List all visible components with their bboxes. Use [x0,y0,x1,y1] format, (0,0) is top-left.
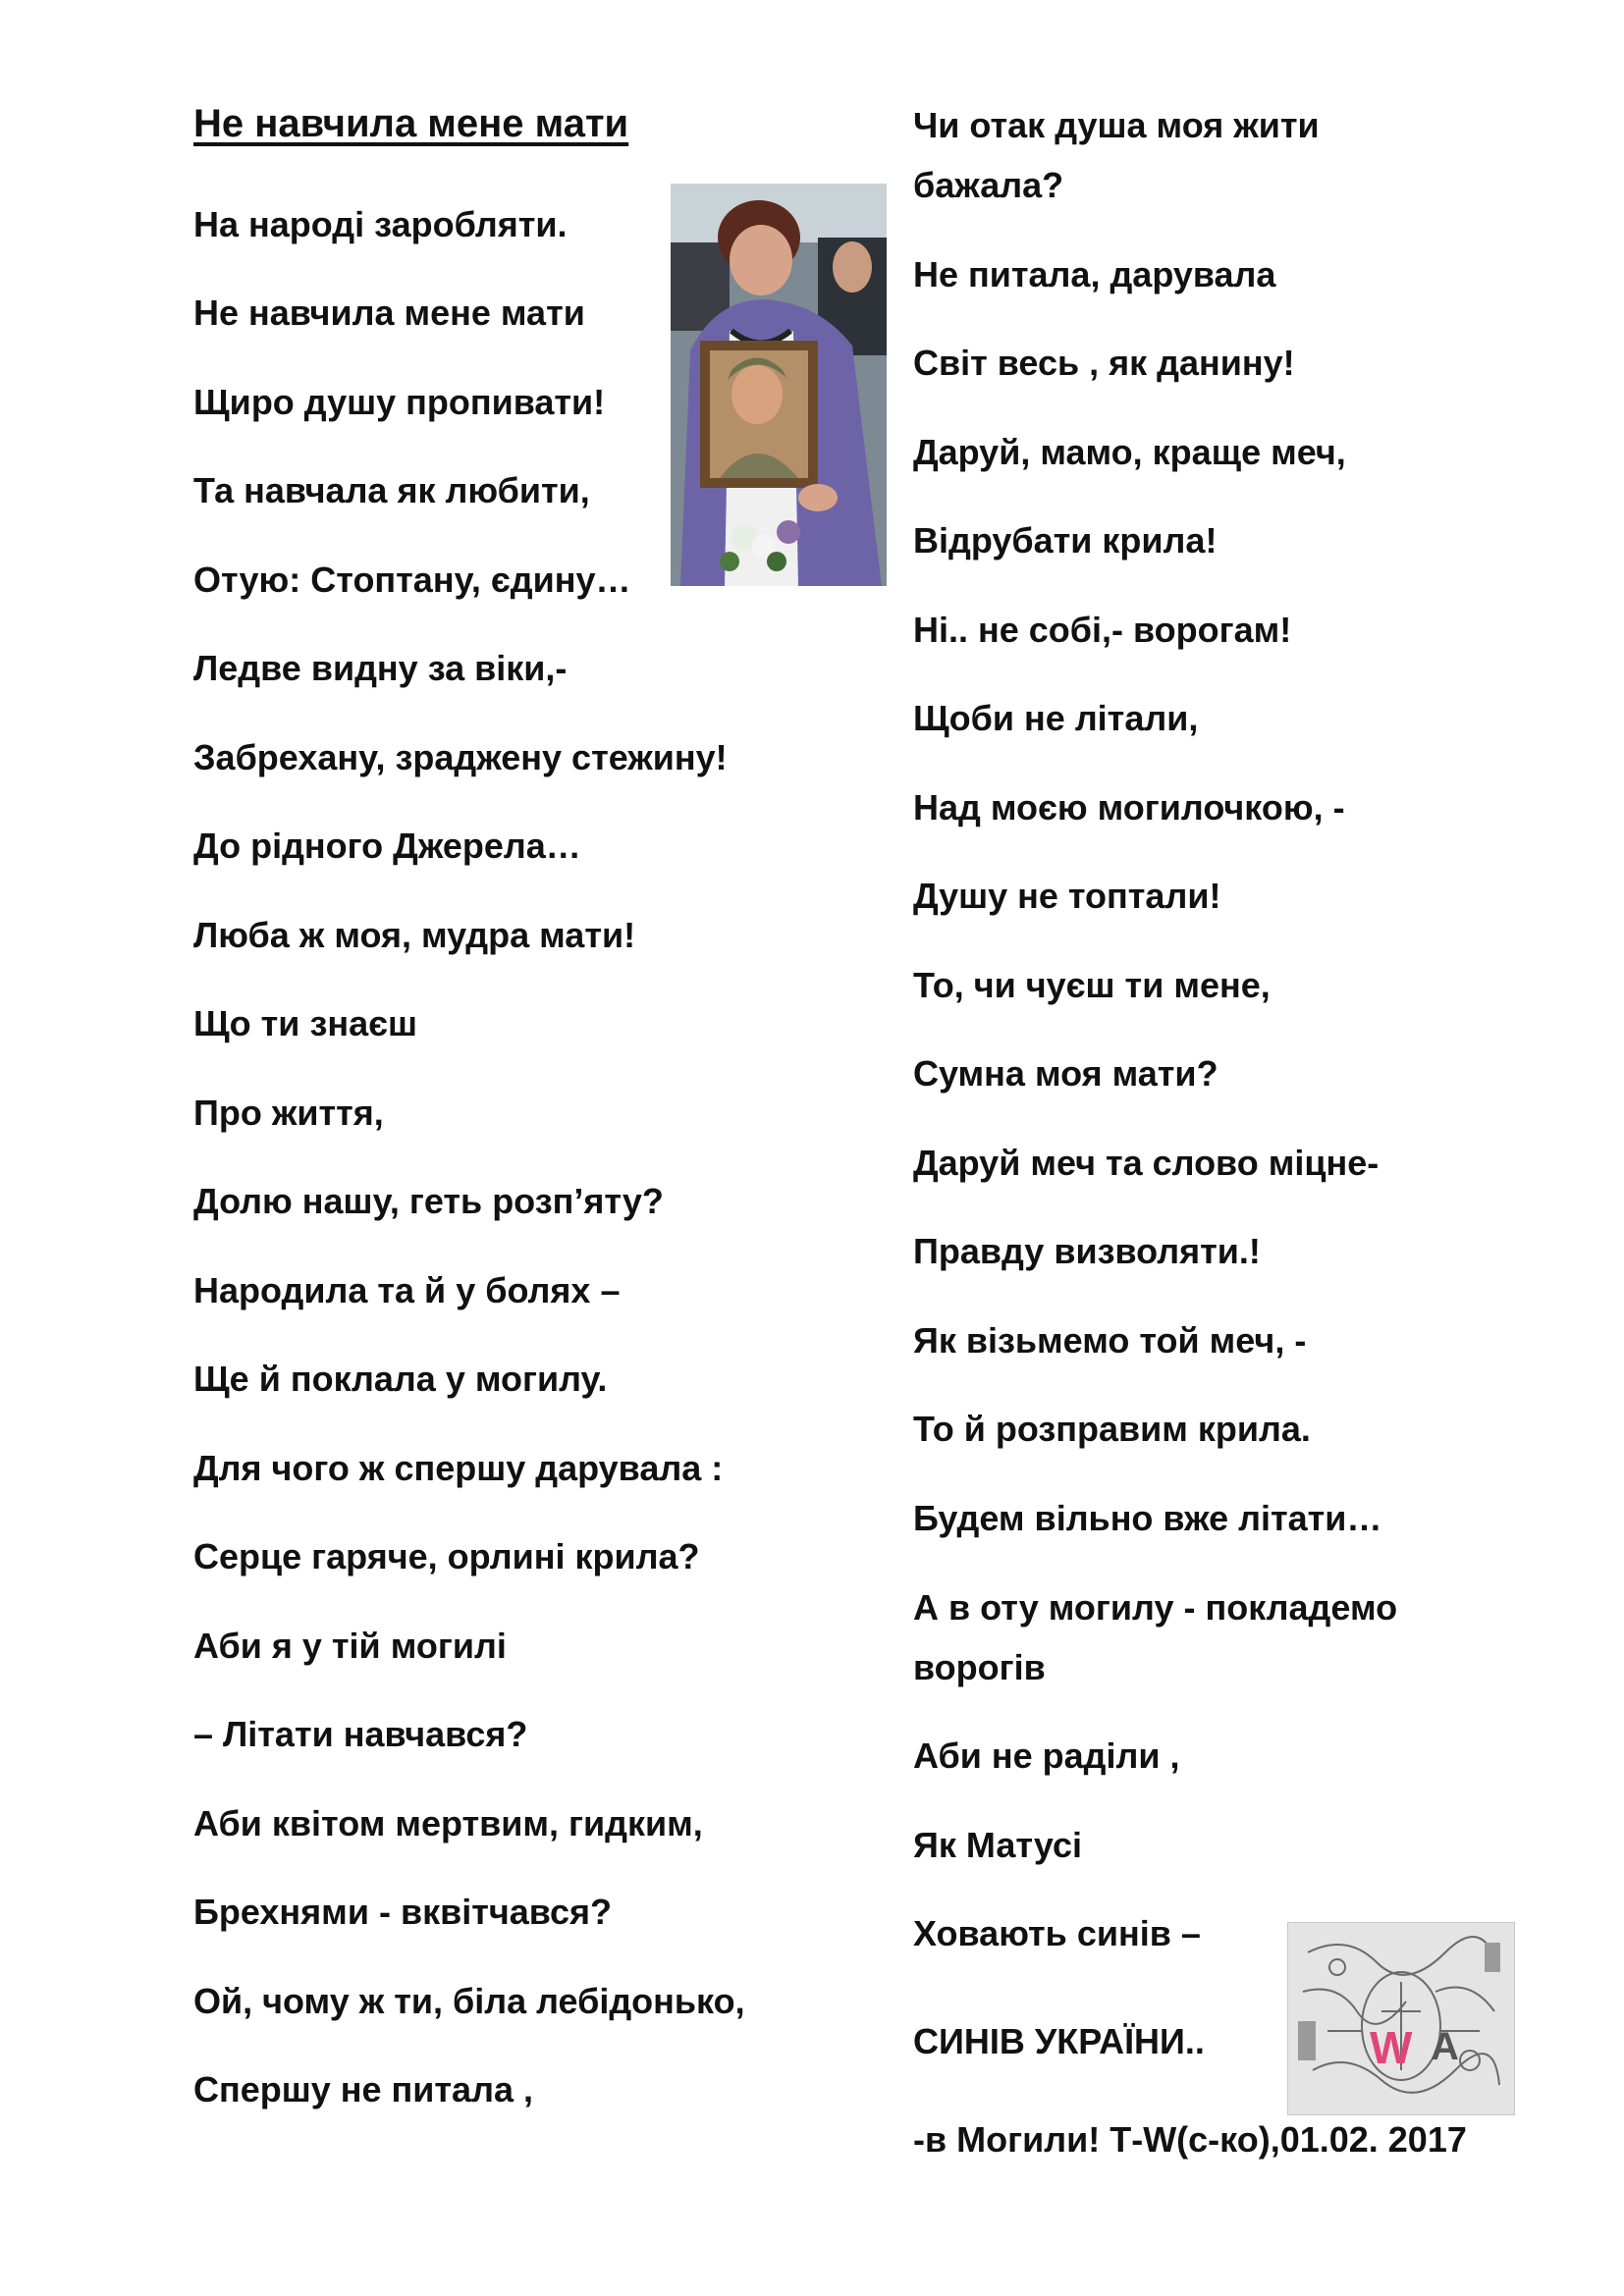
poem-line: Аби не раділи , [913,1735,1180,1776]
poem-line: Не питала, дарувала [913,254,1276,294]
emblem-letter-w: W [1370,2022,1413,2073]
poem-line: Даруй меч та слово міцне- [913,1143,1380,1183]
poem-line: Про життя, [193,1093,384,1133]
poem-line: Люба ж моя, мудра мати! [193,915,636,955]
poem-line: Світ весь , як данину! [913,343,1295,383]
poem-line: Отую: Стоптану, єдину… [193,560,631,600]
poem-line: Правду визволяти.! [913,1231,1261,1271]
poem-line: Душу не топтали! [913,876,1221,916]
poem-line: Що ти знаєш [193,1003,417,1043]
emblem-image [1287,1922,1515,2115]
poem-line: Серце гаряче, орлині крила? [193,1536,700,1576]
poem-signature: -в Могили! Т-W(с-ко),01.02. 2017 [913,2119,1467,2160]
poem-line: – Літати навчався? [193,1714,528,1754]
poem-line: Аби я у тій могилі [193,1626,507,1666]
poem-line: Спершу не питала , [193,2069,533,2109]
poem-line: Народила та й у болях – [193,1270,621,1310]
poem-line: бажала? [913,165,1064,205]
poem-line: Брехнями - вквітчався? [193,1892,613,1932]
poem-line: Ледве видну за віки,- [193,648,568,688]
poem-line: Сумна моя мати? [913,1053,1218,1094]
poem-line: Над моєю могилочкою, - [913,787,1345,828]
emblem-letter-a: A [1431,2025,1459,2068]
poem-line: Ні.. не собі,- ворогам! [913,610,1292,650]
poem-line: То, чи чуєш ти мене, [913,965,1271,1005]
poem-line: На народі заробляти. [193,204,568,244]
poem-line: Щиро душу пропивати! [193,382,606,422]
memorial-photo [671,184,887,586]
poem-line: Не навчила мене мати [193,293,585,333]
poem-line: ворогів [913,1647,1046,1687]
poem-line: Аби квітом мертвим, гидким, [193,1803,703,1843]
poem-line: Відрубати крила! [913,520,1218,561]
poem-line: Та навчала як любити, [193,470,590,510]
poem-line: Чи отак душа моя жити [913,105,1320,145]
poem-line: Як Матусі [913,1825,1083,1865]
poem-title: Не навчила мене мати [193,102,629,145]
poem-line: Щоби не літали, [913,698,1199,738]
poem-line: Ой, чому ж ти, біла лебідонько, [193,1981,745,2021]
poem-line: Долю нашу, геть розп’яту? [193,1181,664,1221]
poem-line: Як візьмемо той меч, - [913,1320,1307,1361]
poem-line: До рідного Джерела… [193,826,581,866]
poem-line: То й розправим крила. [913,1409,1311,1449]
poem-line: Забрехану, зраджену стежину! [193,737,728,777]
poem-line: Даруй, мамо, краще меч, [913,432,1346,472]
poem-line: Ще й поклала у могилу. [193,1359,608,1399]
poem-line: Будем вільно вже літати… [913,1498,1382,1538]
poem-line: Для чого ж спершу дарувала : [193,1448,724,1488]
poem-line: А в оту могилу - покладемо [913,1587,1398,1628]
poem-line: Ховають синів – [913,1913,1201,1953]
poem-line: СИНІВ УКРАЇНИ.. [913,2021,1205,2061]
